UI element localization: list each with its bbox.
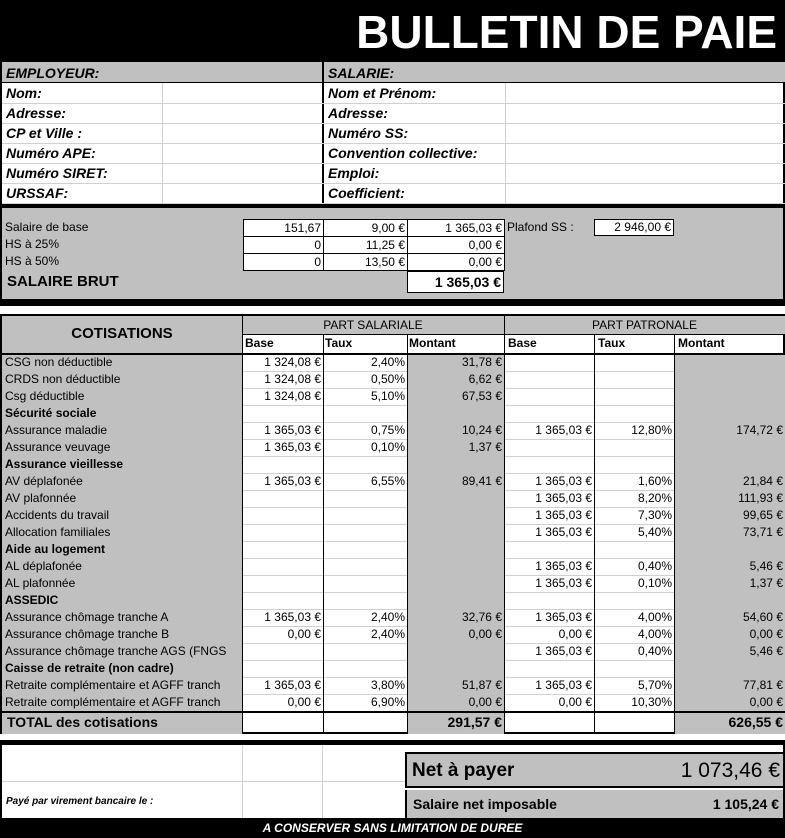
cotisation-label: Allocation familiales bbox=[5, 525, 111, 539]
salariale-taux: 2,40% bbox=[370, 355, 405, 369]
employer-field-label: Numéro SIRET: bbox=[6, 165, 108, 181]
patronale-montant: 21,84 € bbox=[742, 474, 783, 488]
patronale-montant: 1,37 € bbox=[749, 576, 783, 590]
salariale-base: 0,00 € bbox=[287, 627, 321, 641]
patronale-montant: 0,00 € bbox=[749, 627, 783, 641]
salariale-taux: 0,50% bbox=[370, 372, 405, 386]
footer-bar bbox=[0, 818, 785, 838]
patronale-taux: 1,60% bbox=[637, 474, 672, 488]
salariale-montant: 51,87 € bbox=[461, 678, 502, 692]
cotisation-label: Assurance chômage tranche AGS (FNGS bbox=[5, 644, 227, 658]
net-a-payer-value: 1 073,46 € bbox=[680, 759, 780, 782]
salary-row-montant: 0,00 € bbox=[407, 253, 505, 271]
virement-label: Payé par virement bancaire le : bbox=[6, 796, 154, 807]
patronale-montant: 54,60 € bbox=[742, 610, 783, 624]
patronale-taux: 5,40% bbox=[637, 525, 672, 539]
salariale-montant: 1,37 € bbox=[468, 440, 502, 454]
part-patronale-heading: PART PATRONALE bbox=[592, 318, 697, 332]
salariale-base: 1 365,03 € bbox=[264, 423, 321, 437]
total-salariale-value: 291,57 € bbox=[447, 714, 502, 730]
cotisation-label: Accidents du travail bbox=[5, 508, 110, 522]
employer-heading: EMPLOYEUR: bbox=[6, 65, 100, 81]
patronale-taux: 10,30% bbox=[631, 695, 672, 709]
employee-field-label: Coefficient: bbox=[328, 185, 405, 201]
col-montant-salariale: Montant bbox=[409, 336, 456, 350]
part-salariale-heading: PART SALARIALE bbox=[323, 318, 423, 332]
page-title: BULLETIN DE PAIE bbox=[356, 6, 777, 58]
cotisation-label: Sécurité sociale bbox=[5, 406, 97, 420]
salariale-taux: 3,80% bbox=[370, 678, 405, 692]
plafond-label: Plafond SS : bbox=[507, 220, 574, 234]
patronale-taux: 0,10% bbox=[637, 576, 672, 590]
salary-row-taux: 11,25 € bbox=[323, 236, 408, 254]
patronale-montant: 73,71 € bbox=[742, 525, 783, 539]
salariale-base: 1 324,08 € bbox=[264, 372, 321, 386]
salary-row-montant: 0,00 € bbox=[407, 236, 505, 254]
patronale-montant: 5,46 € bbox=[749, 644, 783, 658]
salariale-montant: 32,76 € bbox=[461, 610, 502, 624]
salariale-taux: 0,75% bbox=[370, 423, 405, 437]
patronale-base: 1 365,03 € bbox=[535, 678, 592, 692]
cotisation-label: AL plafonnée bbox=[5, 576, 76, 590]
employee-field-label: Nom et Prénom: bbox=[328, 85, 437, 101]
salariale-base: 0,00 € bbox=[287, 695, 321, 709]
employer-field-label: Nom: bbox=[6, 85, 42, 101]
cotisation-label: Assurance maladie bbox=[5, 423, 108, 437]
header-bar bbox=[0, 0, 785, 62]
salaire-brut-value: 1 365,03 € bbox=[407, 271, 504, 293]
patronale-base: 0,00 € bbox=[558, 627, 592, 641]
total-cotisations-label: TOTAL des cotisations bbox=[7, 714, 158, 730]
patronale-montant: 99,65 € bbox=[742, 508, 783, 522]
patronale-base: 1 365,03 € bbox=[535, 525, 592, 539]
cotisation-label: AV déplafonée bbox=[5, 474, 83, 488]
cotisations-section bbox=[0, 314, 785, 734]
salary-row-base: 0 bbox=[243, 253, 324, 271]
plafond-value: 2 946,00 € bbox=[594, 219, 674, 236]
salary-row-montant: 1 365,03 € bbox=[407, 219, 505, 237]
parties-section bbox=[0, 62, 785, 205]
net-imposable-label: Salaire net imposable bbox=[413, 796, 557, 812]
cotisation-label: Assurance vieillesse bbox=[5, 457, 124, 471]
total-patronale-value: 626,55 € bbox=[728, 714, 783, 730]
col-taux-patronale: Taux bbox=[598, 336, 626, 350]
patronale-taux: 4,00% bbox=[637, 627, 672, 641]
salariale-taux: 2,40% bbox=[370, 610, 405, 624]
cotisation-label: Aide au logement bbox=[5, 542, 106, 556]
salariale-montant: 67,53 € bbox=[461, 389, 502, 403]
salary-row-taux: 9,00 € bbox=[323, 219, 408, 237]
employee-field-label: Emploi: bbox=[328, 165, 380, 181]
cotisations-title: COTISATIONS bbox=[71, 325, 173, 342]
salariale-montant: 89,41 € bbox=[461, 474, 502, 488]
col-taux-salariale: Taux bbox=[325, 336, 353, 350]
patronale-taux: 0,40% bbox=[637, 644, 672, 658]
salaire-brut-label: SALAIRE BRUT bbox=[7, 273, 119, 290]
patronale-base: 1 365,03 € bbox=[535, 474, 592, 488]
patronale-base: 0,00 € bbox=[558, 695, 592, 709]
patronale-base: 1 365,03 € bbox=[535, 491, 592, 505]
patronale-montant: 174,72 € bbox=[736, 423, 783, 437]
cotisation-label: CSG non déductible bbox=[5, 355, 113, 369]
salariale-taux: 6,90% bbox=[370, 695, 405, 709]
salariale-taux: 5,10% bbox=[370, 389, 405, 403]
salary-row-label: HS à 25% bbox=[5, 237, 60, 251]
salariale-taux: 0,10% bbox=[370, 440, 405, 454]
salariale-base: 1 365,03 € bbox=[264, 678, 321, 692]
salariale-montant: 0,00 € bbox=[468, 695, 502, 709]
patronale-taux: 8,20% bbox=[637, 491, 672, 505]
salary-row-base: 0 bbox=[243, 236, 324, 254]
employee-heading: SALARIE: bbox=[328, 65, 395, 81]
salariale-montant: 0,00 € bbox=[468, 627, 502, 641]
employer-field-label: Numéro APE: bbox=[6, 145, 96, 161]
net-a-payer-box bbox=[405, 752, 785, 788]
employee-field-label: Adresse: bbox=[328, 105, 388, 121]
net-imposable-box bbox=[405, 790, 785, 818]
salary-row-taux: 13,50 € bbox=[323, 253, 408, 271]
salary-row-label: HS à 50% bbox=[5, 254, 60, 268]
patronale-montant: 5,46 € bbox=[749, 559, 783, 573]
patronale-base: 1 365,03 € bbox=[535, 576, 592, 590]
employer-field-label: Adresse: bbox=[6, 105, 66, 121]
salary-row-base: 151,67 bbox=[243, 219, 324, 237]
salariale-base: 1 324,08 € bbox=[264, 355, 321, 369]
cotisation-label: ASSEDIC bbox=[5, 593, 59, 607]
patronale-montant: 0,00 € bbox=[749, 695, 783, 709]
net-section bbox=[0, 745, 785, 818]
net-a-payer-label: Net à payer bbox=[412, 760, 515, 781]
cotisation-label: Assurance chômage tranche B bbox=[5, 627, 170, 641]
col-montant-patronale: Montant bbox=[678, 336, 725, 350]
col-base-patronale: Base bbox=[508, 336, 537, 350]
employer-field-label: URSSAF: bbox=[6, 185, 69, 201]
cotisation-label: Caisse de retraite (non cadre) bbox=[5, 661, 174, 675]
salariale-base: 1 365,03 € bbox=[264, 440, 321, 454]
cotisation-label: AV plafonnée bbox=[5, 491, 77, 505]
salariale-montant: 10,24 € bbox=[461, 423, 502, 437]
cotisation-label: Assurance chômage tranche A bbox=[5, 610, 169, 624]
cotisation-label: Retraite complémentaire et AGFF tranch bbox=[5, 695, 221, 709]
patronale-taux: 0,40% bbox=[637, 559, 672, 573]
employer-field-label: CP et Ville : bbox=[6, 125, 82, 141]
salary-row-label: Salaire de base bbox=[5, 220, 89, 234]
net-imposable-value: 1 105,24 € bbox=[712, 796, 779, 812]
patronale-taux: 12,80% bbox=[631, 423, 672, 437]
col-base-salariale: Base bbox=[245, 336, 274, 350]
patronale-taux: 4,00% bbox=[637, 610, 672, 624]
salariale-taux: 6,55% bbox=[370, 474, 405, 488]
employee-field-label: Numéro SS: bbox=[328, 125, 409, 141]
cotisation-label: Retraite complémentaire et AGFF tranch bbox=[5, 678, 221, 692]
salariale-base: 1 365,03 € bbox=[264, 610, 321, 624]
patronale-base: 1 365,03 € bbox=[535, 610, 592, 624]
footer-text: A CONSERVER SANS LIMITATION DE DUREE bbox=[262, 821, 523, 835]
patronale-taux: 5,70% bbox=[637, 678, 672, 692]
salariale-taux: 2,40% bbox=[370, 627, 405, 641]
patronale-base: 1 365,03 € bbox=[535, 423, 592, 437]
cotisation-label: Assurance veuvage bbox=[5, 440, 111, 454]
salariale-base: 1 365,03 € bbox=[264, 474, 321, 488]
employee-field-label: Convention collective: bbox=[328, 145, 478, 161]
salary-section bbox=[0, 205, 785, 301]
patronale-base: 1 365,03 € bbox=[535, 559, 592, 573]
patronale-taux: 7,30% bbox=[637, 508, 672, 522]
salariale-base: 1 324,08 € bbox=[264, 389, 321, 403]
cotisation-label: Csg déductible bbox=[5, 389, 85, 403]
cotisation-label: CRDS non déductible bbox=[5, 372, 121, 386]
patronale-montant: 77,81 € bbox=[742, 678, 783, 692]
cotisation-label: AL déplafonée bbox=[5, 559, 82, 573]
salariale-montant: 31,78 € bbox=[461, 355, 502, 369]
salariale-montant: 6,62 € bbox=[468, 372, 502, 386]
patronale-base: 1 365,03 € bbox=[535, 644, 592, 658]
patronale-montant: 111,93 € bbox=[738, 491, 783, 505]
patronale-base: 1 365,03 € bbox=[535, 508, 592, 522]
